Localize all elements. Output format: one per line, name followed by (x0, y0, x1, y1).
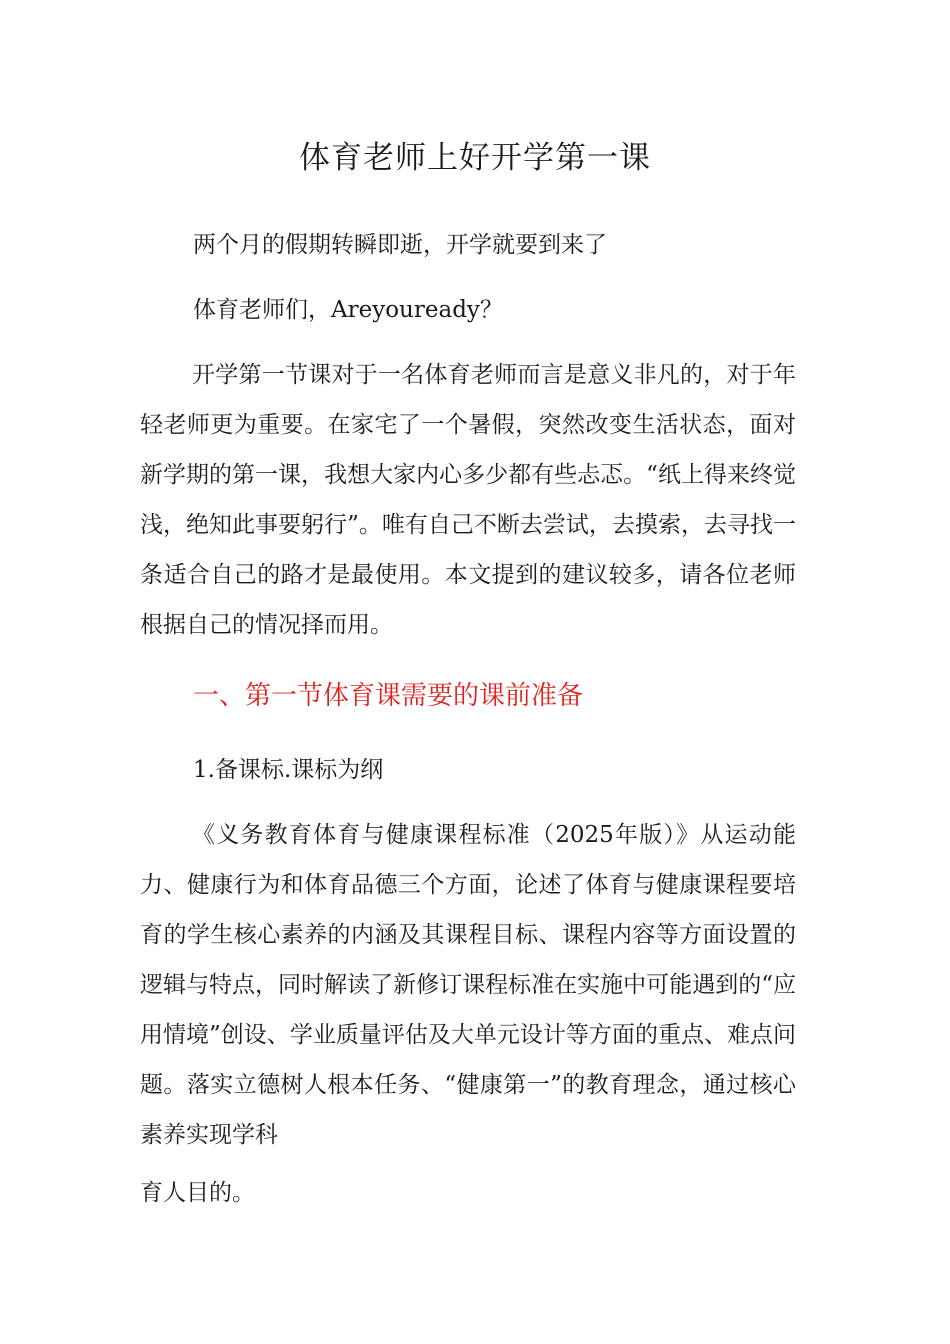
intro-line-1: 两个月的假期转瞬即逝，开学就要到来了 (193, 232, 607, 258)
paragraph-curriculum: 《义务教育体育与健康课程标准（2025年版）》从运动能力、健康行为和体育品德三个方面，论述了体育与健康课程要培育的学生核心素养的内涵及其课程目标、课程内容等方面设置的逻辑与特点，同时解读了新修订课程标准在实施中可能遇到的“应用情境”创设、学业质量评估及大单元设计等方面的重点、难点问题。落实立德树人根本任务、“健康第一”的教育理念，通过核心素养实现学科 (140, 822, 796, 1148)
section-heading: 一、第一节体育课需要的课前准备 (193, 681, 584, 711)
intro-line-2: 体育老师们，Areyouready？ (193, 297, 503, 323)
document-title: 体育老师上好开学第一课 (299, 140, 651, 176)
subheading-curriculum: 1.备课标.课标为纲 (193, 757, 384, 783)
paragraph-curriculum-tail: 育人目的。 (140, 1180, 255, 1206)
paragraph-intro: 开学第一节课对于一名体育老师而言是意义非凡的，对于年轻老师更为重要。在家宅了一个暑假，突然改变生活状态，面对新学期的第一课，我想大家内心多少都有些忐忑。“纸上得来终觉浅，绝知此事要躬行”。唯有自己不断去尝试，去摸索，去寻找一条适合自己的路才是最使用。本文提到的建议较多，请各位老师根据自己的情况择而用。 (140, 362, 796, 638)
